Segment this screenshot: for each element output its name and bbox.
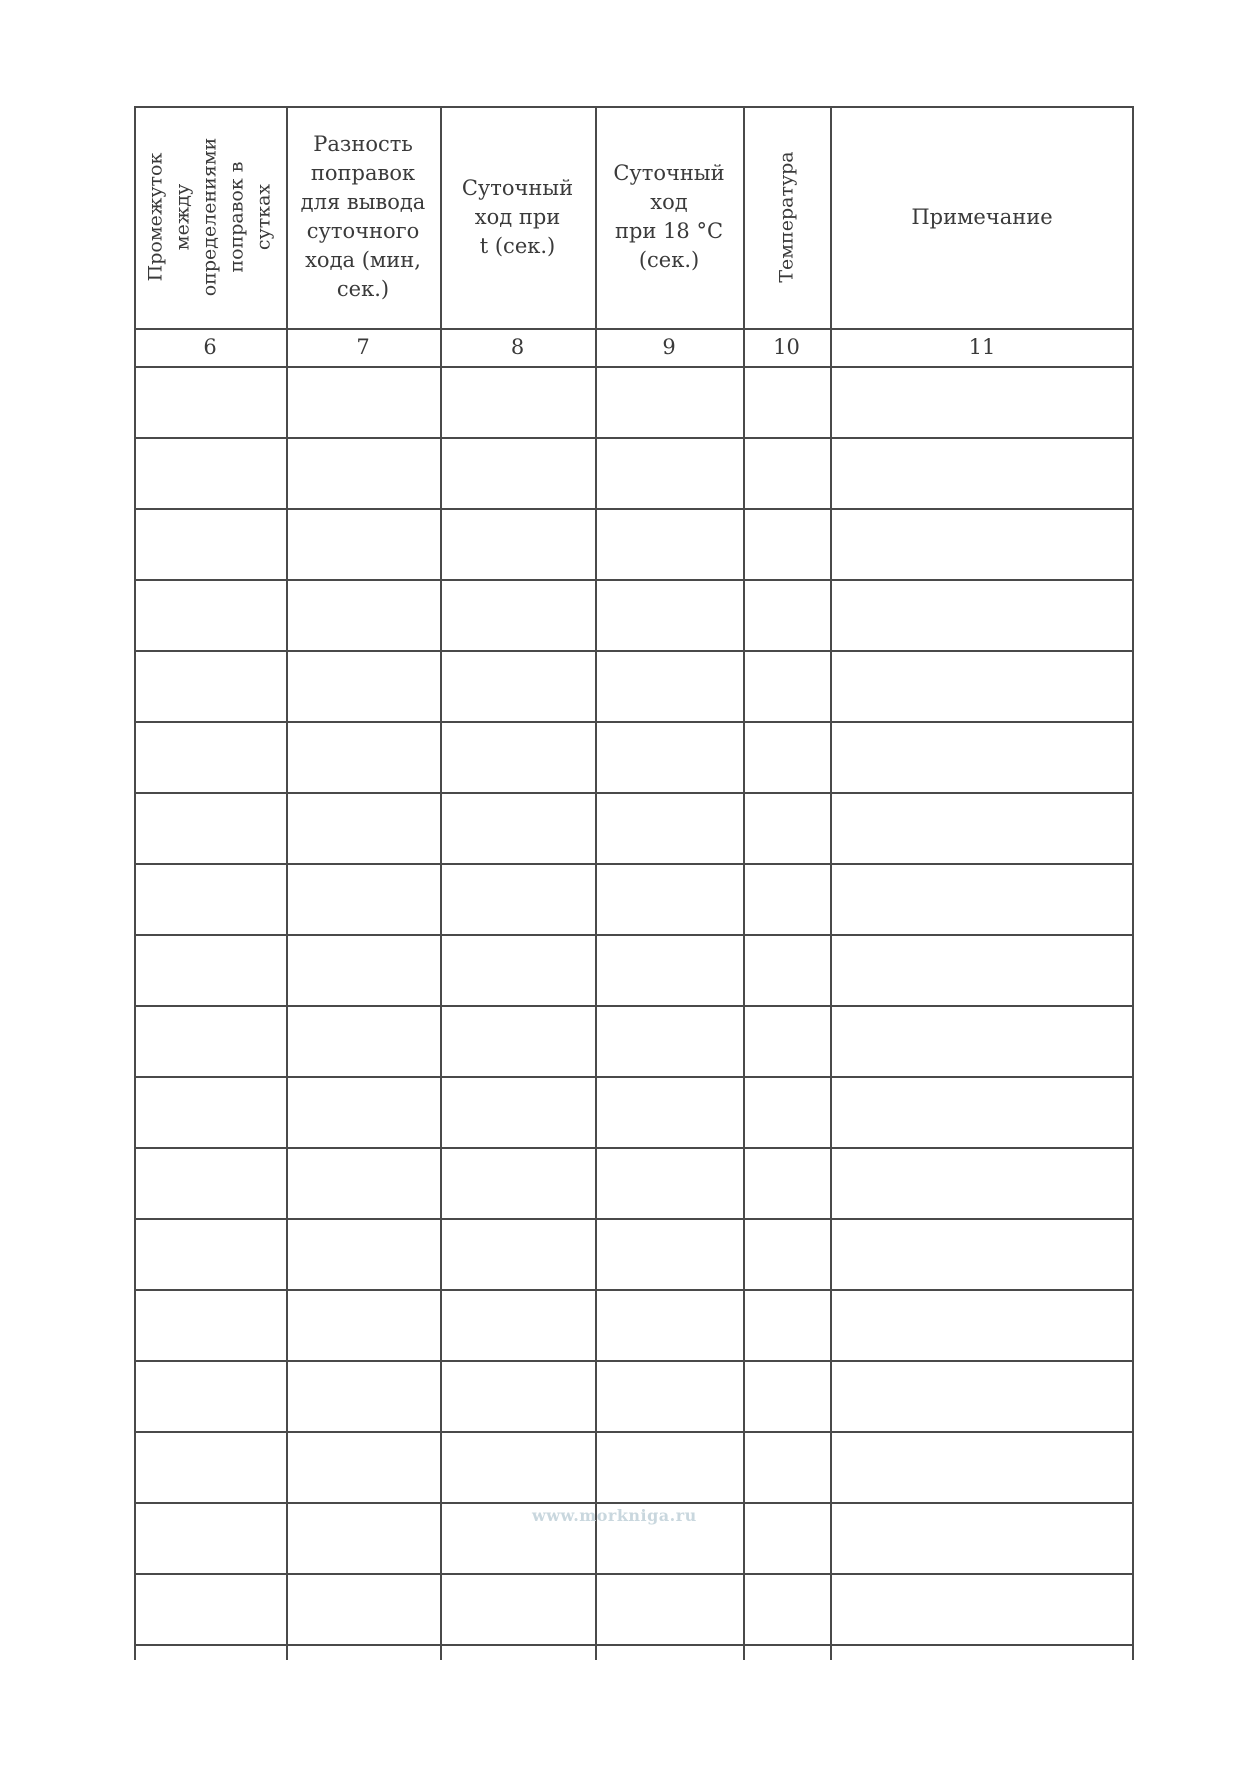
table-cell[interactable] [286,508,440,579]
table-cell[interactable] [830,650,1134,721]
table-cell[interactable] [595,579,743,650]
table-cell[interactable] [743,721,830,792]
table-cell[interactable] [134,1218,286,1289]
table-cell[interactable] [830,437,1134,508]
table-cell[interactable] [440,508,595,579]
table-cell[interactable] [830,863,1134,934]
table-cell[interactable] [286,1360,440,1431]
table-cell[interactable] [440,1147,595,1218]
table-cell[interactable] [440,792,595,863]
table-cell[interactable] [743,934,830,1005]
table-cell[interactable] [743,792,830,863]
table-cell[interactable] [830,1147,1134,1218]
table-cell[interactable] [134,721,286,792]
table-cell[interactable] [440,934,595,1005]
table-cell[interactable] [134,792,286,863]
table-cell[interactable] [830,934,1134,1005]
table-cell[interactable] [440,1431,595,1502]
table-cell[interactable] [743,1360,830,1431]
table-cell[interactable] [440,579,595,650]
column-header-label: Суточный ход при t (сек.) [461,175,574,258]
table-cell[interactable] [286,579,440,650]
table-cell[interactable] [286,1005,440,1076]
column-number: 6 [203,335,217,359]
table-cell[interactable] [830,1289,1134,1360]
table-cell[interactable] [134,508,286,579]
log-table [134,106,1134,1660]
table-cell[interactable] [830,579,1134,650]
table-cell[interactable] [743,1502,830,1573]
table-cell[interactable] [440,863,595,934]
column-header-label: Примечание [911,204,1053,229]
table-cell[interactable] [134,650,286,721]
table-cell[interactable] [286,721,440,792]
table-cell[interactable] [440,721,595,792]
table-cell[interactable] [134,1147,286,1218]
table-cell[interactable] [286,1289,440,1360]
watermark: www.morkniga.ru [532,1506,697,1525]
table-cell[interactable] [743,1431,830,1502]
table-cell[interactable] [134,1005,286,1076]
column-header-label: Суточный ход при 18 °С (сек.) [613,161,725,272]
column-number: 7 [356,335,370,359]
table-cell[interactable] [286,437,440,508]
table-cell[interactable] [595,1147,743,1218]
column-number: 10 [773,335,800,359]
column-header-10 [743,106,830,328]
column-header-6 [134,106,286,328]
table-cell[interactable] [134,934,286,1005]
table-cell[interactable] [830,1218,1134,1289]
table-cell[interactable] [440,1289,595,1360]
column-header-9 [595,106,743,328]
table-cell[interactable] [595,792,743,863]
table-cell[interactable] [743,437,830,508]
column-header-label: Промежуток между определениями поправок в сутках [144,137,275,297]
table-cell[interactable] [440,1360,595,1431]
table-cell[interactable] [743,1573,830,1644]
table-cell[interactable] [830,508,1134,579]
column-header-7 [286,106,440,328]
table-cell[interactable] [134,1289,286,1360]
table-cell[interactable] [743,1076,830,1147]
column-number: 11 [968,335,996,359]
column-header-11 [830,106,1134,328]
table-cell[interactable] [286,863,440,934]
table-cell[interactable] [134,1502,286,1573]
column-header-label: Температура [775,151,797,283]
table-cell[interactable] [134,863,286,934]
table-cell[interactable] [830,792,1134,863]
table-cell[interactable] [595,934,743,1005]
table-cell[interactable] [134,437,286,508]
table-cell[interactable] [440,1005,595,1076]
table-cell[interactable] [134,1360,286,1431]
table-cell[interactable] [440,650,595,721]
table-cell[interactable] [134,1431,286,1502]
table-cell[interactable] [440,1218,595,1289]
column-header-8 [440,106,595,328]
table-cell[interactable] [595,508,743,579]
table-cell[interactable] [595,1573,743,1644]
table-cell[interactable] [134,366,286,437]
table-cell[interactable] [595,1005,743,1076]
table-cell[interactable] [595,1289,743,1360]
table-cell[interactable] [595,1218,743,1289]
table-cell[interactable] [743,1289,830,1360]
table-cell[interactable] [286,1431,440,1502]
table-cell[interactable] [830,1076,1134,1147]
table-cell[interactable] [134,1076,286,1147]
table-cell[interactable] [830,366,1134,437]
table-cell[interactable] [440,366,595,437]
table-cell[interactable] [286,1218,440,1289]
table-cell[interactable] [595,366,743,437]
table-cell[interactable] [830,1502,1134,1573]
table-cell[interactable] [440,1573,595,1644]
table-cell[interactable] [286,1147,440,1218]
table-cell[interactable] [743,508,830,579]
table-cell[interactable] [743,863,830,934]
table-cell[interactable] [830,1573,1134,1644]
table-cell[interactable] [440,1076,595,1147]
table-cell[interactable] [286,650,440,721]
table-cell[interactable] [743,650,830,721]
table-cell[interactable] [595,1431,743,1502]
row-divider [134,1644,1134,1646]
table-cell[interactable] [286,1502,440,1573]
table-cell[interactable] [286,1573,440,1644]
table-cell[interactable] [595,863,743,934]
table-cell[interactable] [743,1147,830,1218]
column-number: 8 [510,335,525,359]
table-cell[interactable] [743,1218,830,1289]
table-cell[interactable] [440,437,595,508]
table-cell[interactable] [134,579,286,650]
table-cell[interactable] [286,366,440,437]
table-cell[interactable] [286,1076,440,1147]
table-cell[interactable] [286,934,440,1005]
table-cell[interactable] [595,1076,743,1147]
table-cell[interactable] [743,579,830,650]
table-cell[interactable] [134,1573,286,1644]
column-number: 9 [662,335,676,359]
table-cell[interactable] [830,721,1134,792]
table-cell[interactable] [830,1360,1134,1431]
column-header-label: Разность поправок для вывода суточного хода (мин, сек.) [300,132,426,301]
table-cell[interactable] [595,721,743,792]
table-cell[interactable] [595,437,743,508]
table-cell[interactable] [830,1005,1134,1076]
table-cell[interactable] [743,366,830,437]
table-cell[interactable] [286,792,440,863]
table-cell[interactable] [743,1005,830,1076]
table-cell[interactable] [595,1360,743,1431]
table-cell[interactable] [595,650,743,721]
table-cell[interactable] [830,1431,1134,1502]
